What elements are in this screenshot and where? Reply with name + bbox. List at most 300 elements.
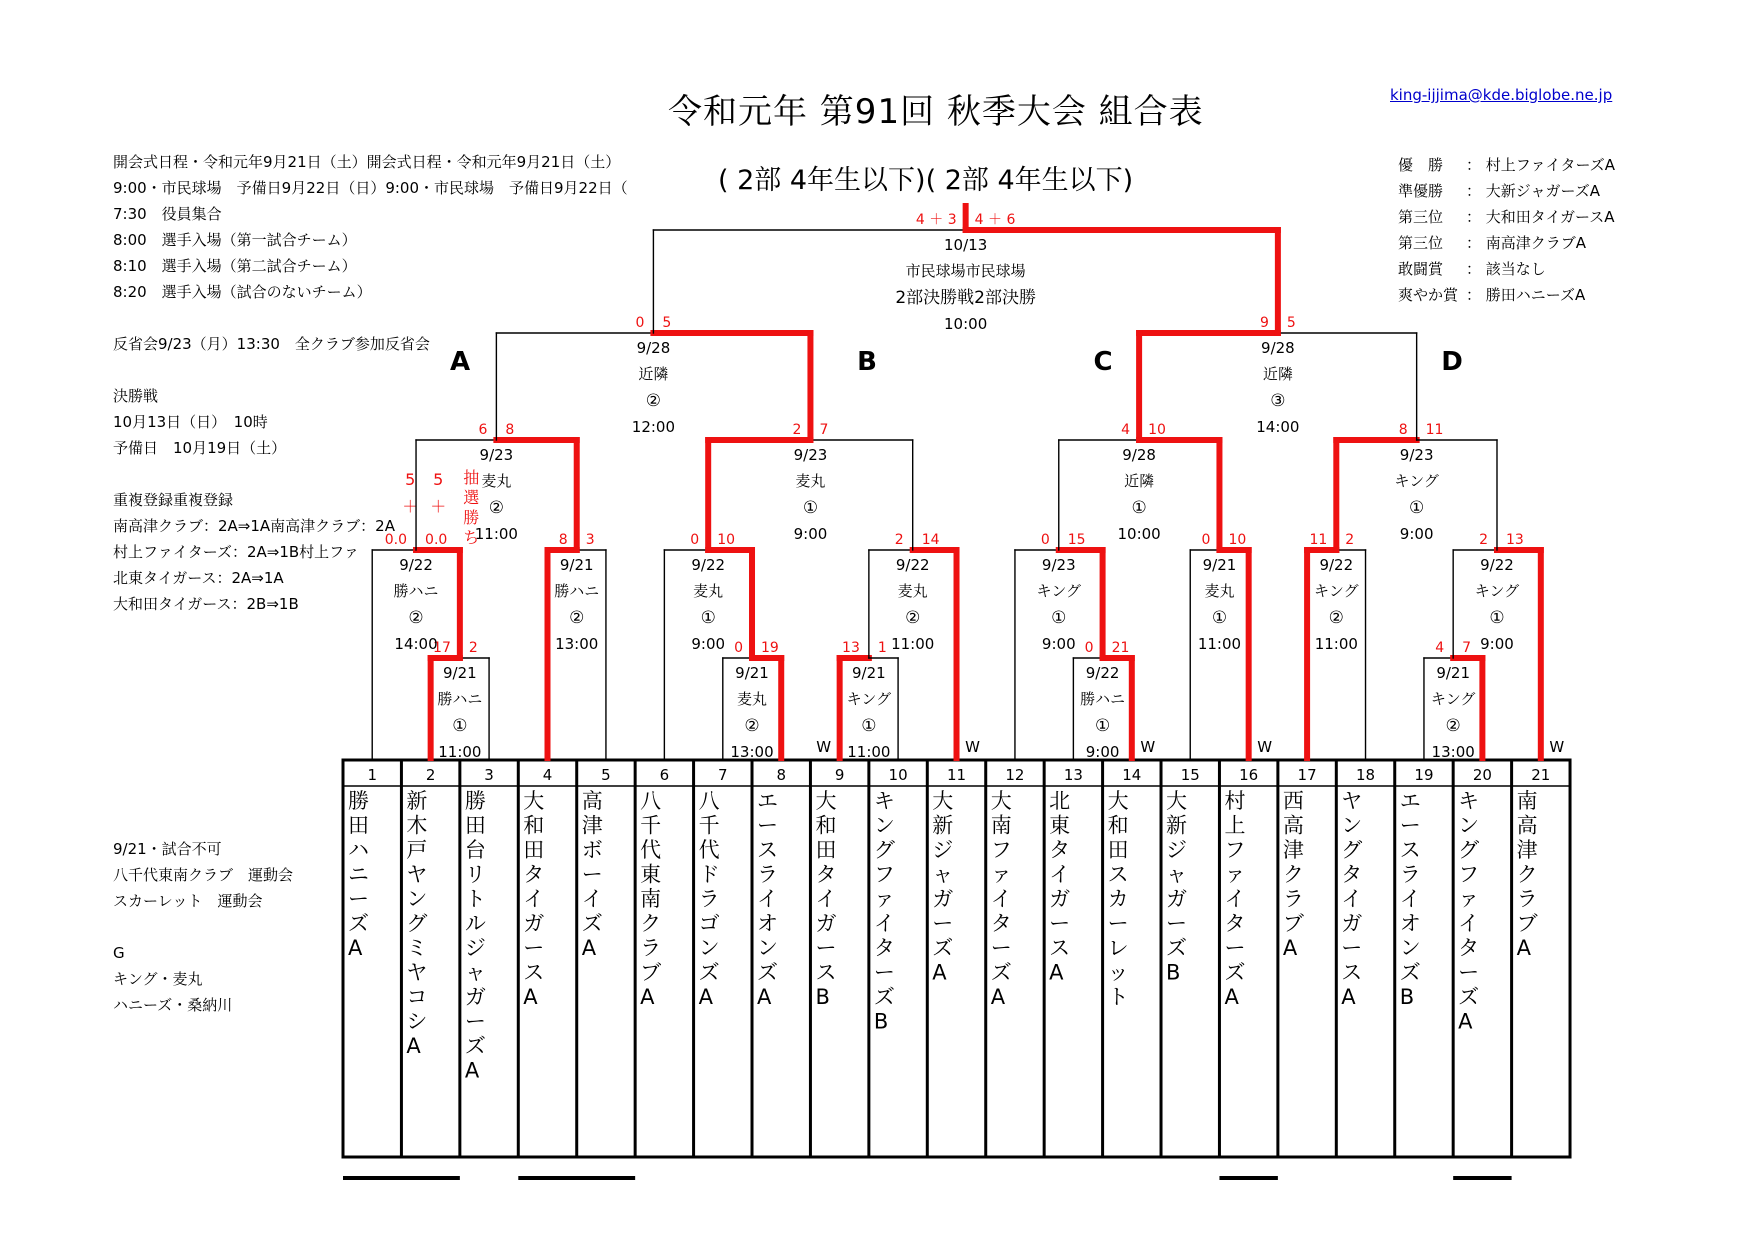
left-score: 2	[792, 422, 802, 438]
note-line: 八千代東南クラブ 運動会	[113, 866, 294, 884]
team-name-char: ブ	[1516, 911, 1538, 936]
match-date: 9/28	[636, 339, 671, 357]
lottery-note-char: 勝	[463, 508, 480, 527]
match-venue: 勝ハニ	[393, 582, 439, 600]
team-number: 2	[425, 766, 436, 784]
team-name-char: ャ	[464, 960, 486, 985]
team-name-char: ジ	[464, 936, 486, 960]
team-name-char: ズ	[932, 936, 954, 960]
team-number: 10	[888, 766, 908, 784]
team-name-char: ク	[1282, 862, 1304, 887]
lottery-note-char: 抽	[463, 468, 480, 487]
right-score: 11	[1425, 422, 1444, 438]
left-score: 9	[1259, 315, 1269, 331]
team-name-char: 田	[523, 838, 545, 862]
team-name-char: ン	[406, 887, 428, 911]
team-number: 4	[542, 766, 553, 784]
team-name-char: ー	[581, 862, 603, 887]
team-name-char: エ	[757, 789, 779, 813]
team-name-char: ン	[1399, 936, 1421, 960]
match-field: ②	[905, 608, 921, 628]
team-name-char: イ	[1458, 911, 1480, 936]
team-name-char: ン	[757, 936, 779, 960]
team-name-char: エ	[1399, 789, 1421, 813]
left-score: 0	[1040, 532, 1050, 548]
left-score: 0	[734, 640, 744, 656]
team-name-char: ン	[1458, 813, 1480, 838]
team-number: 20	[1472, 766, 1492, 784]
right-score: 14	[921, 532, 940, 548]
team-number: 7	[718, 766, 728, 784]
walkover-mark: W	[1140, 738, 1156, 756]
match-field: ②	[744, 716, 760, 736]
match-time: 13:00	[730, 743, 774, 761]
match-venue: 勝ハニ	[1080, 690, 1126, 708]
team-name-char: ミ	[406, 936, 428, 960]
team-name-char: タ	[873, 936, 895, 960]
team-name-char: ズ	[1224, 960, 1246, 985]
match-date: 9/21	[852, 664, 886, 682]
team-name-char: ヤ	[406, 960, 428, 985]
left-score: 0	[1201, 532, 1211, 548]
team-name-char: 田	[1107, 838, 1129, 862]
right-score: 7	[1462, 640, 1472, 656]
team-name-char: イ	[1049, 862, 1071, 887]
match-venue: キング	[1430, 690, 1476, 708]
walkover-mark: W	[965, 738, 980, 756]
team-number: 12	[1005, 766, 1025, 784]
result-separator: ：	[1466, 260, 1482, 278]
team-name-char: オ	[1399, 911, 1421, 936]
team-name-char: ス	[815, 960, 837, 985]
team-name-char: 和	[1107, 813, 1129, 838]
team-name-char: イ	[1399, 887, 1421, 911]
note-line: スカーレット 運動会	[113, 892, 263, 910]
team-name-char: ン	[873, 813, 895, 838]
match-venue: 勝ハニ	[554, 582, 600, 600]
team-name-char: ラ	[1282, 887, 1304, 911]
team-name-char: ガ	[523, 911, 545, 936]
right-score: 2	[468, 640, 478, 656]
match-field: ①	[452, 716, 468, 736]
team-name-char: ズ	[348, 911, 369, 936]
left-score: 0.0	[384, 532, 408, 548]
team-name-char: 高	[1282, 813, 1304, 838]
team-name-char: ガ	[815, 911, 837, 936]
right-score: 3	[585, 532, 595, 548]
team-name-char: ガ	[1166, 887, 1188, 911]
team-name-char: ブ	[640, 960, 662, 985]
team-name-char: ガ	[1341, 911, 1363, 936]
team-name-char: タ	[1341, 862, 1363, 887]
team-name-char: ズ	[1399, 960, 1421, 985]
team-number: 6	[659, 766, 670, 784]
team-name-char: ー	[1224, 936, 1246, 960]
team-name-char: 大	[1107, 789, 1129, 813]
result-separator: ：	[1466, 234, 1482, 252]
team-name-char: 代	[698, 838, 720, 862]
schedule-line: 重複登録重複登録	[113, 491, 234, 509]
left-score: 0	[635, 315, 645, 331]
match-date: 9/22	[1085, 664, 1120, 682]
match-venue: キング	[1036, 582, 1082, 600]
team-name-char: A	[698, 985, 713, 1009]
team-name-char: キ	[873, 789, 895, 813]
team-name-char: ニ	[348, 862, 369, 887]
right-score: 5	[1286, 315, 1296, 331]
result-team: 該当なし	[1485, 260, 1546, 278]
left-score: 0	[1084, 640, 1094, 656]
team-number: 21	[1531, 766, 1551, 784]
team-name-char: 村	[1224, 789, 1246, 813]
team-name-char: ー	[1341, 936, 1363, 960]
team-name-char: ズ	[873, 985, 895, 1009]
match-time: 12:00	[631, 418, 676, 436]
team-name-char: 台	[464, 838, 486, 862]
extra-left-score: ＋	[402, 497, 419, 516]
match-date: 9/23	[1399, 446, 1434, 464]
team-name-char: A	[757, 985, 772, 1009]
team-name-char: ヤ	[1341, 789, 1363, 813]
team-number: 13	[1063, 766, 1083, 784]
team-name-char: 南	[1516, 789, 1538, 813]
match-venue: 麦丸	[693, 582, 724, 600]
schedule-line: 開会式日程・令和元年9月21日（土）開会式日程・令和元年9月21日（土）	[113, 153, 621, 171]
note-line: G	[113, 944, 125, 962]
schedule-line: 予備日 10月19日（土）	[113, 439, 287, 457]
match-time: 10:00	[1117, 525, 1161, 543]
match-time: 9:00	[691, 635, 726, 653]
team-number: 19	[1414, 766, 1434, 784]
team-name-char: ー	[815, 936, 837, 960]
note-line: ハニーズ・桑納川	[113, 996, 233, 1014]
left-score: 6	[478, 422, 488, 438]
team-name-char: ス	[523, 960, 545, 985]
right-score: 0.0	[425, 532, 448, 548]
team-name-char: 新	[1166, 813, 1188, 838]
result-team: 村上ファイターズA	[1485, 156, 1616, 174]
match-field: ②	[1328, 608, 1344, 628]
team-name-char: A	[640, 985, 655, 1009]
team-number: 3	[484, 766, 494, 784]
match-date: 9/21	[1202, 556, 1237, 574]
walkover-mark: W	[816, 738, 832, 756]
match-date: 10/13	[944, 236, 988, 254]
team-name-char: ー	[932, 911, 954, 936]
team-name-char: イ	[1224, 887, 1246, 911]
result-rank: 第三位	[1398, 208, 1444, 226]
right-score: 15	[1067, 532, 1086, 548]
seed-underline	[1453, 1176, 1511, 1180]
match-time: 13:00	[555, 635, 599, 653]
match-time: 9:00	[793, 525, 828, 543]
team-name-char: ル	[464, 911, 486, 936]
team-name-char: ァ	[873, 887, 895, 911]
match-time: 11:00	[438, 743, 482, 761]
team-name-char: ズ	[464, 1034, 486, 1058]
team-name-char: A	[1049, 960, 1064, 985]
team-name-char: ゴ	[698, 911, 720, 936]
team-name-char: A	[1282, 936, 1298, 960]
team-name-char: A	[348, 936, 363, 960]
walkover-mark: W	[1549, 738, 1565, 756]
team-name-char: ー	[757, 813, 779, 838]
schedule-line: 決勝戦	[113, 387, 159, 405]
team-number: 9	[834, 766, 845, 784]
team-name-char: タ	[523, 862, 545, 887]
left-score: 8	[558, 532, 568, 548]
team-number: 15	[1180, 766, 1200, 784]
right-score: 8	[505, 422, 515, 438]
page-title: 令和元年 第91回 秋季大会 組合表	[668, 92, 1204, 132]
block-label: B	[857, 347, 877, 377]
team-name-char: ー	[990, 936, 1012, 960]
team-name-char: ズ	[581, 911, 603, 936]
match-field: ①	[1131, 498, 1147, 518]
team-name-char: ァ	[990, 862, 1012, 887]
match-date: 9/23	[1041, 556, 1076, 574]
schedule-line: 南高津クラブ：2A⇒1A南高津クラブ：2A	[113, 517, 395, 535]
team-name-char: ス	[1399, 838, 1421, 862]
result-team: 南高津クラブA	[1485, 234, 1587, 252]
team-name-char: リ	[464, 862, 486, 887]
result-separator: ：	[1466, 182, 1482, 200]
team-name-char: 田	[348, 813, 369, 838]
match-venue: 勝ハニ	[437, 690, 483, 708]
team-name-char: 千	[698, 813, 720, 838]
match-date: 9/21	[1436, 664, 1471, 682]
right-score: 10	[1228, 532, 1247, 548]
team-name-char: A	[1516, 936, 1531, 960]
team-name-char: ド	[698, 862, 720, 887]
block-label: C	[1093, 347, 1113, 377]
match-field: ②	[408, 608, 424, 628]
team-name-char: A	[523, 985, 538, 1009]
team-name-char: 東	[1049, 813, 1071, 838]
team-name-char: 上	[1224, 813, 1246, 838]
result-separator: ：	[1466, 286, 1482, 304]
team-name-char: 津	[1282, 838, 1304, 862]
result-rank: 爽やか賞	[1398, 286, 1459, 304]
match-field: ①	[802, 498, 819, 518]
team-name-char: ズ	[990, 960, 1012, 985]
match-venue: 近隣	[1124, 472, 1155, 490]
right-score: 13	[1505, 532, 1524, 548]
match-date: 9/23	[793, 446, 828, 464]
match-field: ①	[1094, 716, 1111, 736]
schedule-line: 10月13日（日） 10時	[113, 413, 268, 431]
match-venue: キング	[846, 690, 892, 708]
seed-underline	[343, 1176, 460, 1180]
match-time: 9:00	[1085, 743, 1120, 761]
team-name-char: 津	[581, 813, 603, 838]
lottery-note-char: 選	[463, 488, 480, 507]
match-time: 11:00	[474, 525, 518, 543]
page-subtitle: ( 2部 4年生以下)( 2部 4年生以下)	[718, 165, 1134, 196]
team-name-char: ラ	[698, 887, 720, 911]
team-name-char: A	[406, 1034, 421, 1058]
extra-right-score: 5	[433, 470, 444, 489]
schedule-line: 7:30 役員集合	[113, 205, 222, 223]
team-name-char: B	[1399, 985, 1415, 1009]
match-field: ②	[488, 498, 505, 518]
team-name-char: ト	[464, 887, 486, 911]
match-date: 9/22	[1480, 556, 1514, 574]
team-name-char: 北	[1049, 789, 1071, 813]
match-field: ①	[1211, 608, 1228, 628]
result-rank: 敢闘賞	[1398, 260, 1444, 278]
match-time: 11:00	[1314, 635, 1358, 653]
left-score: 8	[1398, 422, 1408, 438]
team-name-char: 和	[815, 813, 837, 838]
result-team: 勝田ハニーズA	[1485, 286, 1586, 304]
team-name-char: B	[1166, 960, 1181, 985]
team-name-char: ボ	[581, 838, 603, 862]
left-score: 4	[1121, 422, 1131, 438]
team-name-char: イ	[873, 911, 895, 936]
team-name-char: オ	[757, 911, 779, 936]
team-name-char: ガ	[464, 985, 486, 1009]
team-name-char: イ	[523, 887, 545, 911]
team-name-char: ッ	[1107, 960, 1129, 985]
match-venue: 麦丸	[1204, 582, 1235, 600]
team-name-char: ラ	[1399, 862, 1421, 887]
team-name-char: 東	[640, 862, 662, 887]
team-name-char: イ	[757, 887, 779, 911]
match-date: 9/22	[399, 556, 433, 574]
schedule-line: 反省会9/23（月）13:30 全クラブ参加反省会	[113, 335, 430, 353]
team-name-char: ハ	[348, 838, 369, 862]
team-name-char: タ	[990, 911, 1012, 936]
team-number: 11	[946, 766, 967, 784]
team-name-char: ー	[1049, 911, 1071, 936]
right-score: 10	[1148, 422, 1166, 438]
lottery-note-char: ち	[463, 528, 480, 547]
team-name-char: ー	[348, 887, 369, 911]
team-name-char: タ	[1458, 936, 1480, 960]
team-name-char: レ	[1107, 936, 1129, 960]
result-team: 大和田タイガースA	[1485, 208, 1615, 226]
seed-underline	[1219, 1176, 1277, 1180]
team-name-char: カ	[1107, 887, 1129, 911]
team-name-char: 戸	[406, 838, 428, 862]
schedule-line: 村上ファイターズ：2A⇒1B村上ファ	[113, 543, 359, 561]
right-score: 5	[662, 315, 672, 331]
team-number: 8	[776, 766, 786, 784]
walkover-mark: W	[1257, 738, 1273, 756]
team-name-char: フ	[990, 838, 1012, 862]
team-name-char: 八	[698, 789, 720, 813]
team-name-char: タ	[1224, 911, 1246, 936]
match-time: 9:00	[1480, 635, 1514, 653]
match-venue: キング	[1394, 472, 1439, 490]
team-name-char: グ	[406, 911, 428, 936]
team-name-char: タ	[815, 862, 837, 887]
right-score: 21	[1111, 640, 1130, 656]
team-number: 1	[367, 766, 377, 784]
team-name-char: ー	[1399, 813, 1421, 838]
result-separator: ：	[1466, 156, 1482, 174]
team-name-char: ー	[873, 960, 895, 985]
team-name-char: 勝	[348, 789, 369, 813]
note-line: キング・麦丸	[113, 970, 203, 988]
match-venue: 市民球場市民球場	[905, 262, 1026, 280]
team-name-char: ガ	[1049, 887, 1071, 911]
left-score: 17	[433, 640, 451, 656]
match-field: ①	[700, 608, 716, 628]
team-name-char: ス	[757, 838, 779, 862]
team-name-char: イ	[1341, 887, 1363, 911]
team-number: 14	[1122, 766, 1142, 784]
team-name-char: 大	[523, 789, 545, 813]
team-name-char: 千	[640, 813, 662, 838]
match-venue: 麦丸	[737, 690, 768, 708]
result-separator: ：	[1466, 208, 1482, 226]
team-name-char: ー	[1458, 960, 1480, 985]
team-name-char: B	[873, 1009, 889, 1034]
match-venue: キング	[1474, 582, 1520, 600]
match-field: ①	[1051, 608, 1067, 628]
left-score: 0	[690, 532, 700, 548]
team-name-char: 南	[640, 887, 662, 911]
team-name-char: シ	[406, 1009, 428, 1034]
team-number: 5	[601, 766, 611, 784]
contact-email-link[interactable]: king-ijjima@kde.biglobe.ne.jp	[1390, 86, 1613, 104]
team-name-char: 新	[406, 789, 428, 813]
match-field: ①	[1489, 608, 1505, 628]
team-number: 17	[1297, 766, 1317, 784]
team-name-char: ガ	[932, 887, 954, 911]
right-score: 1	[877, 640, 887, 656]
team-name-char: 木	[406, 813, 428, 838]
right-score: 7	[819, 422, 829, 438]
team-name-char: 八	[640, 789, 662, 813]
team-name-char: 高	[581, 789, 603, 813]
team-name-char: ラ	[1516, 887, 1538, 911]
result-team: 大新ジャガーズA	[1485, 182, 1601, 200]
team-name-char: ス	[1107, 862, 1129, 887]
extra-left-score: 5	[405, 470, 416, 489]
team-name-char: ズ	[1458, 985, 1480, 1009]
team-name-char: 大	[815, 789, 837, 813]
match-date: 9/21	[559, 556, 594, 574]
team-name-char: A	[464, 1058, 480, 1083]
team-name-char: A	[581, 936, 597, 960]
match-field: ③	[1270, 391, 1286, 411]
match-time: 9:00	[1399, 525, 1434, 543]
match-field: ①	[1409, 498, 1425, 518]
right-score: 10	[717, 532, 736, 548]
match-time: 9:00	[1041, 635, 1076, 653]
schedule-line: 大和田タイガース：2B⇒1B	[113, 595, 299, 613]
match-date: 9/28	[1122, 446, 1156, 464]
team-name-char: イ	[815, 887, 837, 911]
team-name-char: A	[1341, 985, 1356, 1009]
team-name-char: グ	[1458, 838, 1480, 862]
match-date: 9/22	[895, 556, 930, 574]
match-date: 9/21	[443, 664, 477, 682]
team-name-char: イ	[581, 887, 603, 911]
team-name-char: ズ	[698, 960, 720, 985]
team-name-char: 大	[1166, 789, 1188, 813]
team-name-char: B	[815, 985, 830, 1009]
match-field: ②	[645, 391, 662, 411]
result-rank: 準優勝	[1398, 182, 1444, 200]
team-name-char: キ	[1458, 789, 1480, 813]
match-time: 14:00	[1256, 418, 1300, 436]
team-name-char: 代	[640, 838, 662, 862]
team-name-char: フ	[873, 862, 895, 887]
